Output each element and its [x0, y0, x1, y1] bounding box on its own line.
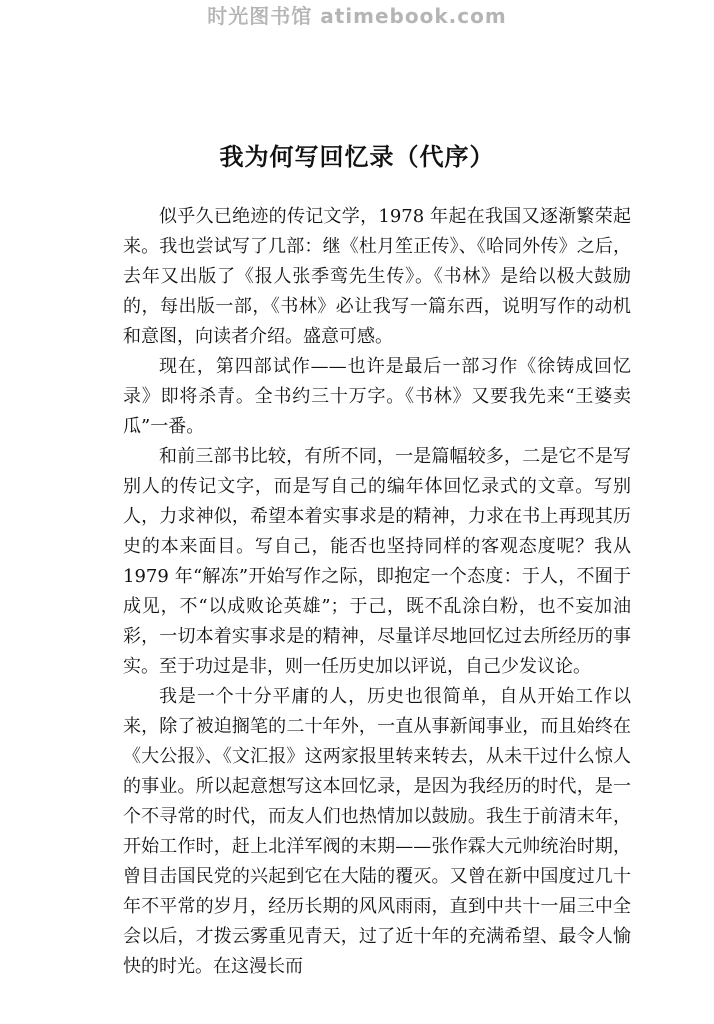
- paragraph-1: 似乎久已绝迹的传记文学，1978 年起在我国又逐渐繁荣起来。我也尝试写了几部：继《杜月笙正传》、《哈同外传》之后，去年又出版了《报人张季鸾先生传》。《书林》是给以极大鼓励的，每出版一部，《书林》必让我写一篇东西，说明写作的动机和意图，向读者介绍。盛意可感。: [123, 206, 631, 347]
- body-text: [123, 202, 631, 982]
- paragraph-4: 我是一个十分平庸的人，历史也很简单，自从开始工作以来，除了被迫搁笔的二十年外，一直从事新闻事业，而且始终在《大公报》、《文汇报》这两家报里转来转去，从未干过什么惊人的事业。所以起意想写这本回忆录，是因为我经历的时代，是一个不寻常的时代，而友人们也热情加以鼓励。我生于前清末年，开始工作时，赶上北洋军阀的末期——张作霖大元帅统治时期，曾目击国民党的兴起到它在大陆的覆灭。又曾在新中国度过几十年不平常的岁月，经历长期的风风雨雨，直到中共十一届三中全会以后，才拨云雾重见青天，过了近十年的充满希望、最令人愉快的时光。在这漫长而: [123, 686, 631, 977]
- paragraph-3: 和前三部书比较，有所不同，一是篇幅较多，二是它不是写别人的传记文字，而是写自己的编年体回忆录式的文章。写别人，力求神似，希望本着实事求是的精神，力求在书上再现其历史的本来面目。写自己，能否也坚持同样的客观态度呢？我从 1979 年“解冻”开始写作之际，即抱定一个态度：于人，不囿于成见，不“以成败论英雄”；于己，既不乱涂白粉，也不妄加油彩，一切本着实事求是的精神，尽量详尽地回忆过去所经历的事实。至于功过是非，则一任历史加以评说，自己少发议论。: [123, 446, 631, 677]
- paragraph-2: 现在，第四部试作——也许是最后一部习作《徐铸成回忆录》即将杀青。全书约三十万字。《书林》又要我先来“王婆卖瓜”一番。: [123, 356, 631, 437]
- watermark: 时光图书馆 atimebook.com: [207, 4, 507, 28]
- page-title: 我为何写回忆录（代序）: [219, 143, 495, 171]
